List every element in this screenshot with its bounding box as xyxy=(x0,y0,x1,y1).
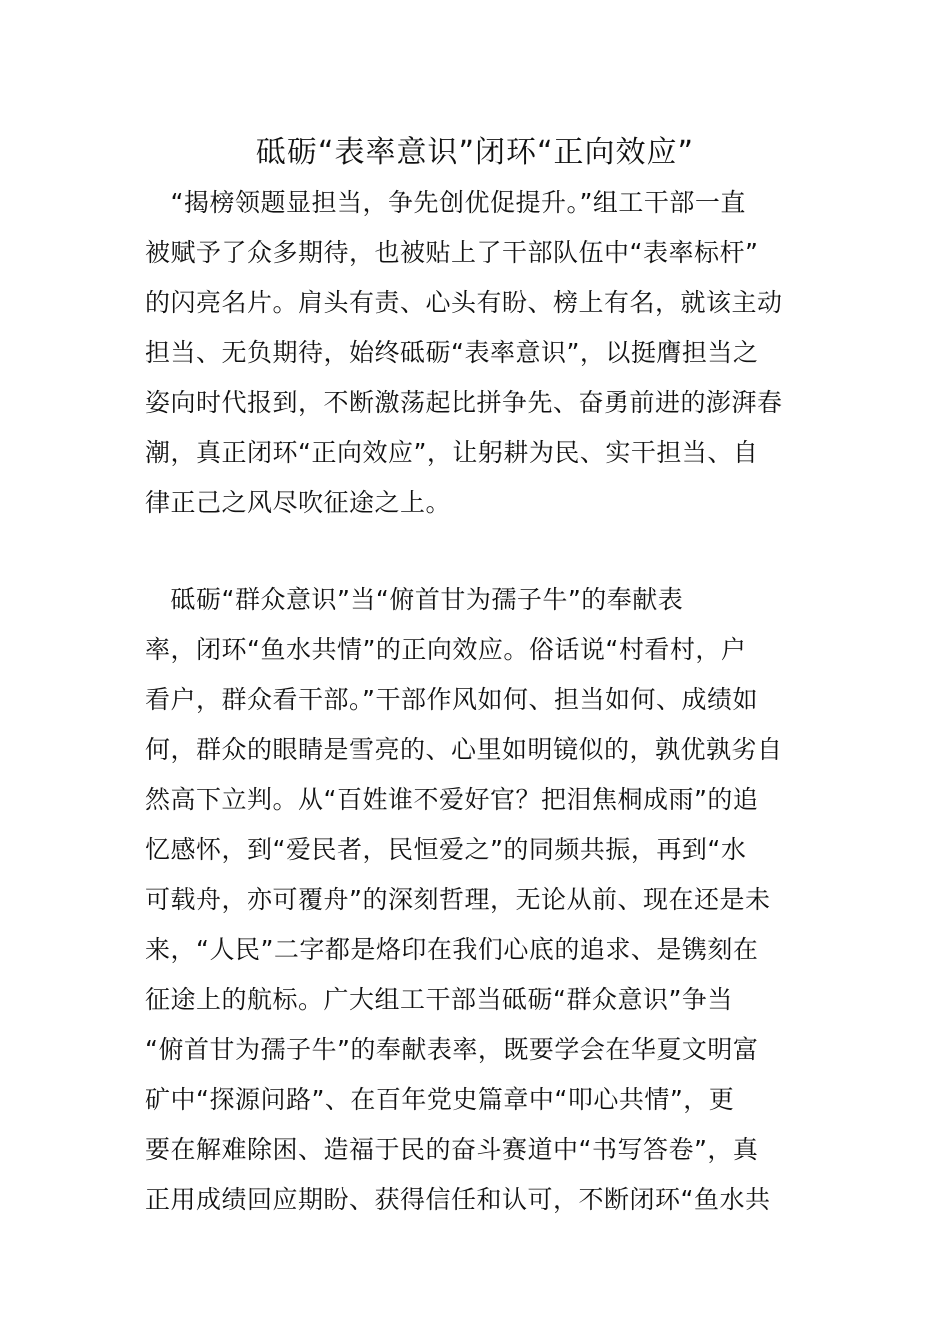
paragraph-line: 要在解难除困、造福于民的奋斗赛道中“书写答卷”，真 xyxy=(145,1135,759,1164)
paragraph-line: “揭榜领题显担当，争先创优促提升。”组工干部一直 xyxy=(145,188,746,217)
paragraph-line: 何，群众的眼睛是雪亮的、心里如明镜似的，孰优孰劣自 xyxy=(145,735,783,764)
paragraph-line: 被赋予了众多期待，也被贴上了干部队伍中“表率标杆” xyxy=(145,238,759,267)
paragraph-line: 潮，真正闭环“正向效应”，让躬耕为民、实干担当、自 xyxy=(145,438,759,467)
paragraph-line: 看户，群众看干部。”干部作风如何、担当如何、成绩如 xyxy=(145,685,758,714)
paragraph-2 xyxy=(145,575,808,1225)
paragraph-line: 可载舟，亦可覆舟”的深刻哲理，无论从前、现在还是未 xyxy=(145,885,771,914)
paragraph-line: 的闪亮名片。肩头有责、心头有盼、榜上有名，就该主动 xyxy=(145,288,783,317)
paragraph-line: 忆感怀，到“爱民者，民恒爱之”的同频共振，再到“水 xyxy=(145,835,747,864)
paragraph-line: 来，“人民”二字都是烙印在我们心底的追求、是镌刻在 xyxy=(145,935,759,964)
paragraph-line: 矿中“探源问路”、在百年党史篇章中“叩心共情”，更 xyxy=(145,1085,735,1114)
document-title: 砥砺“表率意识”闭环“正向效应” xyxy=(255,135,695,170)
paragraph-line: 然高下立判。从“百姓谁不爱好官？把泪焦桐成雨”的追 xyxy=(145,785,759,814)
paragraph-line: 率，闭环“鱼水共情”的正向效应。俗话说“村看村，户 xyxy=(145,635,747,664)
paragraph-line: “俯首甘为孺子牛”的奉献表率，既要学会在华夏文明富 xyxy=(145,1035,759,1064)
paragraph-line: 正用成绩回应期盼、获得信任和认可，不断闭环“鱼水共 xyxy=(145,1185,771,1214)
paragraph-line: 律正己之风尽吹征途之上。 xyxy=(145,488,452,517)
paragraph-line: 征途上的航标。广大组工干部当砥砺“群众意识”争当 xyxy=(145,985,733,1014)
paragraph-line: 担当、无负期待，始终砥砺“表率意识”，以挺膺担当之 xyxy=(145,338,759,367)
paragraph-line: 砥砺“群众意识”当“俯首甘为孺子牛”的奉献表 xyxy=(145,585,684,614)
paragraph-1 xyxy=(145,178,808,528)
paragraph-line: 姿向时代报到，不断激荡起比拼争先、奋勇前进的澎湃春 xyxy=(145,388,783,417)
